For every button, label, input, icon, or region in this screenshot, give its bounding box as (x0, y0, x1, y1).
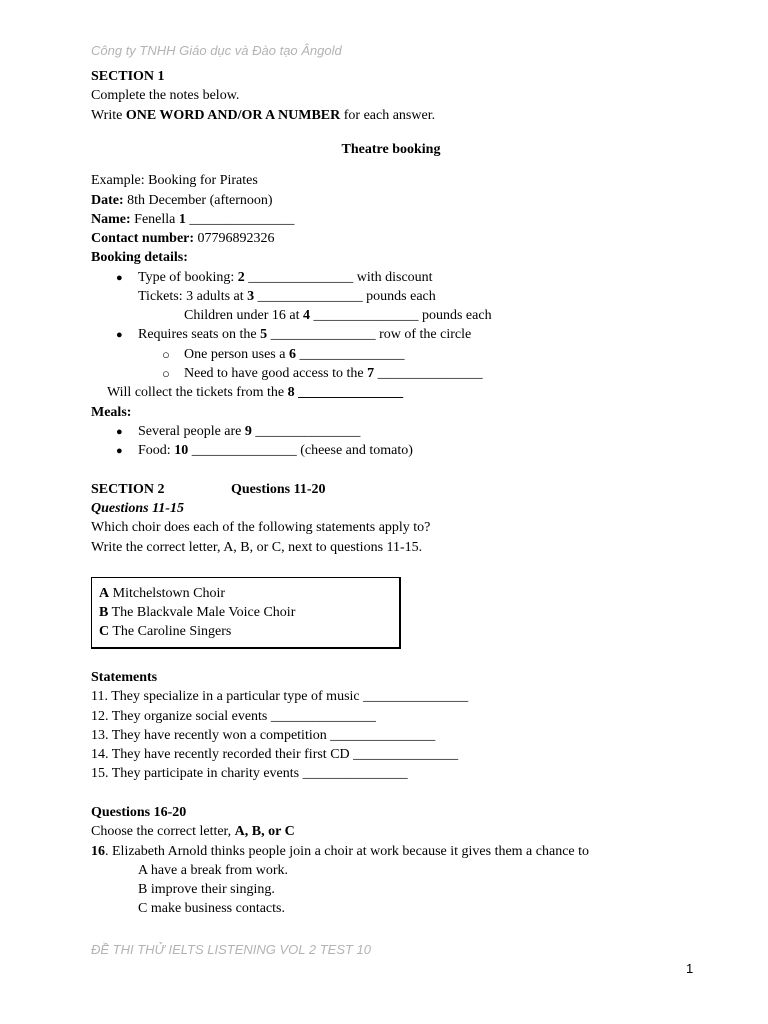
tickets-line: Tickets: 3 adults at 3 _______________ pounds each (138, 289, 436, 304)
collect-line: Will collect the tickets from the 8 _______________ (107, 385, 404, 400)
access-item: ○ Need to have good access to the 7 _______________ (184, 364, 483, 383)
test-footer: ĐỀ THI THỬ IELTS LISTENING VOL 2 TEST 10 (91, 942, 372, 957)
date-line: Date: 8th December (afternoon) (91, 193, 273, 208)
meals-label: Meals: (91, 405, 132, 420)
section1-word-limit: Write ONE WORD AND/OR A NUMBER for each answer. (91, 108, 436, 123)
company-header: Công ty TNHH Giáo dục và Đào tạo Ângold (91, 43, 342, 58)
section2-questions-range: Questions 11-20 (231, 482, 326, 497)
q16-option-b: B improve their singing. (138, 882, 275, 897)
statement-15: 15. They participate in charity events _______________ (91, 766, 408, 781)
question-16: 16. Elizabeth Arnold thinks people join a choir at work because it gives them a chance to (91, 844, 590, 859)
statement-12: 12. They organize social events _______________ (91, 709, 376, 724)
food-item: ● Food: 10 _______________ (cheese and tomato) (138, 441, 413, 460)
person-uses-item: ○ One person uses a 6 _______________ (184, 345, 404, 364)
name-line: Name: Fenella 1 _______________ (91, 212, 295, 227)
choir-options-box (91, 577, 401, 649)
section2-instruction1: Which choir does each of the following statements apply to? (91, 520, 431, 535)
statement-13: 13. They have recently won a competition _______________ (91, 728, 436, 743)
contact-line: Contact number: 07796892326 (91, 231, 275, 246)
q16-option-c: C make business contacts. (138, 901, 285, 916)
section2-title: SECTION 2 (91, 482, 165, 497)
choose-letter-instruction: Choose the correct letter, A, B, or C (91, 824, 295, 839)
seats-item: ● Requires seats on the 5 _______________ row of the circle (138, 325, 471, 344)
children-line: Children under 16 at 4 _______________ pounds each (184, 308, 492, 323)
choir-option-a: A Mitchelstown Choir (99, 586, 226, 601)
questions-16-20-heading: Questions 16-20 (91, 805, 187, 820)
q16-option-a: A have a break from work. (138, 863, 289, 878)
section1-title: SECTION 1 (91, 69, 165, 84)
section2-instruction2: Write the correct letter, A, B, or C, next to questions 11-15. (91, 540, 423, 555)
booking-details-label: Booking details: (91, 250, 188, 265)
booking-type-item: ● Type of booking: 2 _______________ with discount (138, 268, 433, 287)
statements-label: Statements (91, 670, 158, 685)
theatre-booking-heading: Theatre booking (341, 142, 441, 157)
choir-option-c: C The Caroline Singers (99, 624, 232, 639)
statement-14: 14. They have recently recorded their first CD _______________ (91, 747, 459, 762)
statement-11: 11. They specialize in a particular type of music _______________ (91, 689, 469, 704)
choir-option-b: B The Blackvale Male Voice Choir (99, 605, 296, 620)
several-people-item: ● Several people are 9 _______________ (138, 422, 360, 441)
section1-instruction: Complete the notes below. (91, 88, 240, 103)
page-number: 1 (686, 961, 694, 976)
example-line: Example: Booking for Pirates (91, 173, 258, 188)
questions-11-15-heading: Questions 11-15 (91, 501, 184, 516)
